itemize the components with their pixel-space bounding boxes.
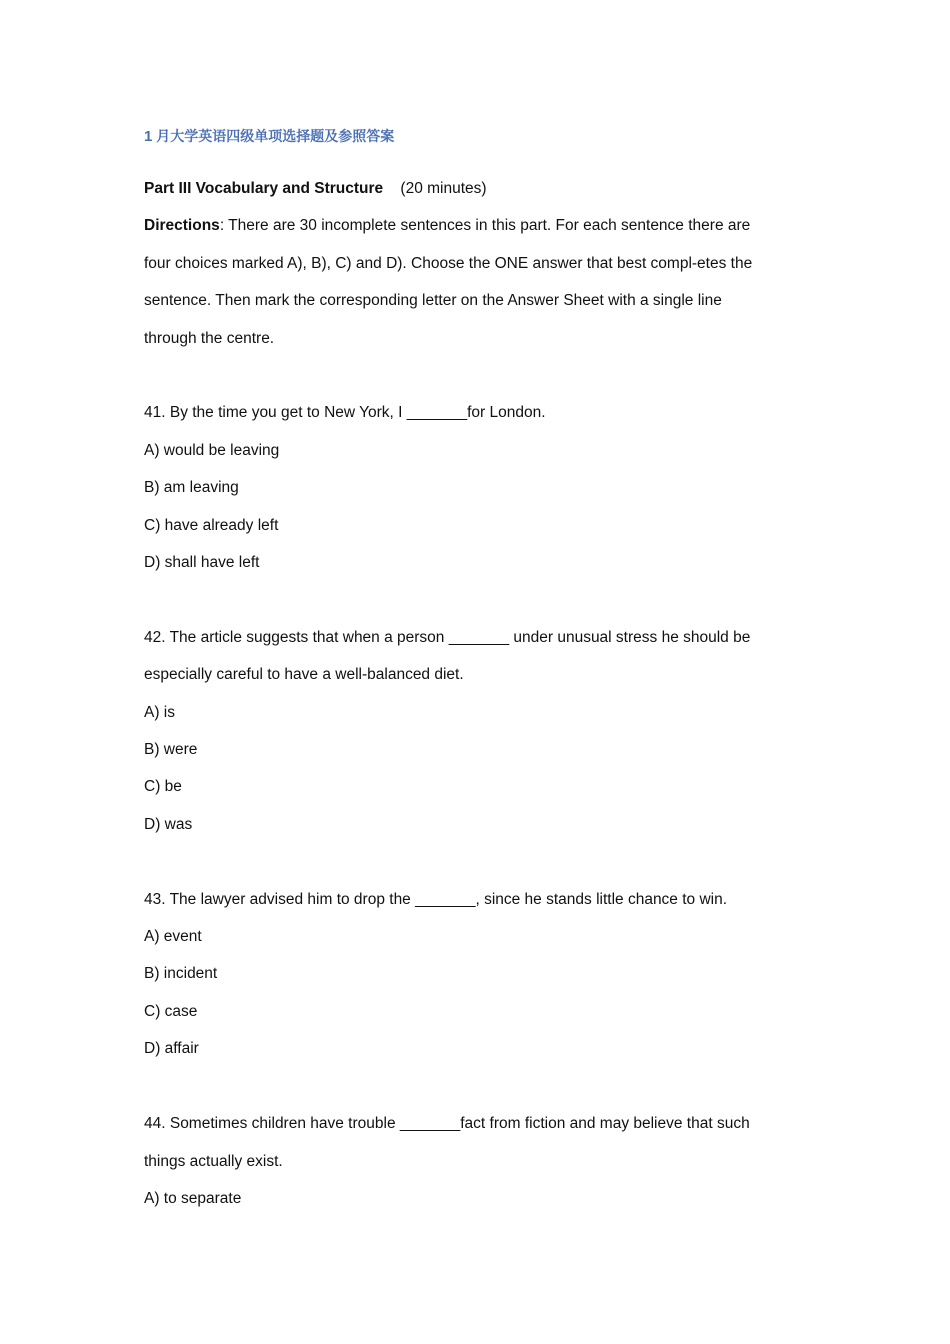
question-stem: 42. The article suggests that when a person _______ under unusual stress he should be <box>144 628 751 646</box>
option-c: C) have already left <box>144 516 279 534</box>
option-d: D) affair <box>144 1040 199 1058</box>
title-number: 1 <box>144 128 153 145</box>
directions-label: Directions <box>144 217 220 235</box>
option-d: D) shall have left <box>144 554 260 572</box>
option-a: A) is <box>144 703 175 721</box>
part-heading: Part III Vocabulary and Structure <box>144 180 384 197</box>
spacer <box>144 843 794 880</box>
question-stem-cont: things actually exist. <box>144 1152 283 1170</box>
document-page <box>144 122 794 1217</box>
directions-line-2: four choices marked A), B), C) and D). Choose the ONE answer that best compl-etes the <box>144 254 753 272</box>
spacer <box>144 357 794 394</box>
question-stem-cont: especially careful to have a well-balanced diet. <box>144 666 464 684</box>
part-time: (20 minutes) <box>400 180 487 197</box>
option-d: D) was <box>144 815 193 833</box>
question-43 <box>144 881 794 1068</box>
spacer <box>144 1068 794 1105</box>
option-b: B) am leaving <box>144 479 239 497</box>
directions-line-3: sentence. Then mark the corresponding letter on the Answer Sheet with a single line <box>144 292 722 310</box>
directions-line-1: Directions: There are 30 incomplete sentences in this part. For each sentence there are <box>144 217 751 235</box>
option-a: A) to separate <box>144 1189 242 1207</box>
spacer <box>144 581 794 618</box>
question-stem: 44. Sometimes children have trouble _______fact from fiction and may believe that such <box>144 1115 750 1133</box>
question-41 <box>144 394 794 581</box>
option-c: C) case <box>144 1002 198 1020</box>
option-a: A) would be leaving <box>144 441 280 459</box>
question-42 <box>144 619 794 843</box>
title-text: 月大学英语四级单项选择题及参照答案 <box>156 128 395 144</box>
option-b: B) incident <box>144 965 218 983</box>
question-44 <box>144 1105 794 1217</box>
option-c: C) be <box>144 778 182 796</box>
document-title <box>144 122 794 150</box>
question-stem: 43. The lawyer advised him to drop the _______, since he stands little chance to win. <box>144 890 728 908</box>
option-b: B) were <box>144 741 198 759</box>
option-a: A) event <box>144 928 202 946</box>
question-stem: 41. By the time you get to New York, I _______for London. <box>144 404 546 422</box>
directions-line-4: through the centre. <box>144 329 275 347</box>
part-heading-row <box>144 170 794 207</box>
